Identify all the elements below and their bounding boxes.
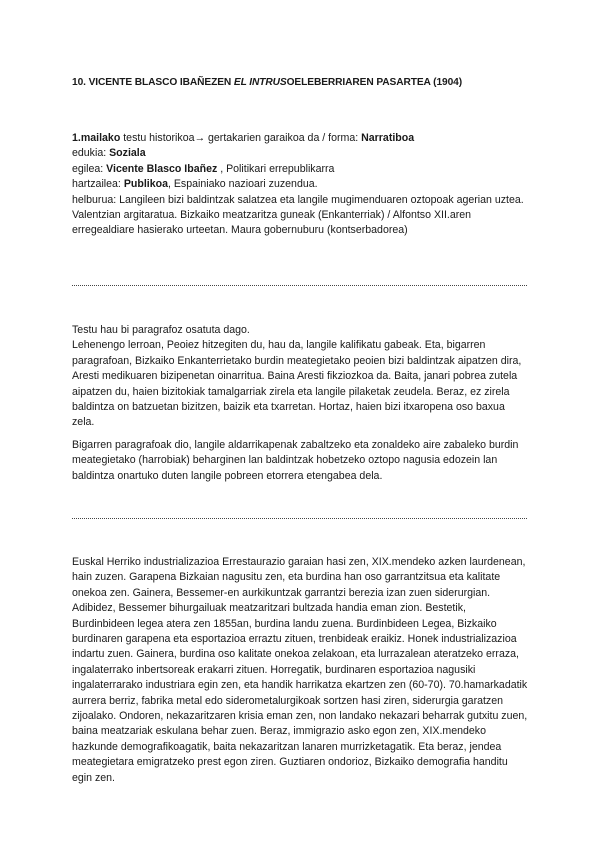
paragraph-first: Lehenengo lerroan, Peoiez hitzegiten du, hau da, langile kalifikatu gabeak. Eta, bigarren paragrafoan, Bizkaiko Enkanterrietako burdin meategietako peoien bizi baldintzak aipatzen dira, Aresti medikuaren bizipenetan oinarritua. Baina Aresti fikziozkoa da. Baita, janari pobrea zutela aipatzen du, haien bizitokiak tamalgarriak zirela eta langile pilaketak zeudela. Beraz, ez zirela baldintza on batzuetan bizitzen, baizik eta txarretan. Hortaz, haien bizi itxaropena oso baxua zela. <box>72 339 522 429</box>
title-book-name: EL INTRUS <box>233 77 287 88</box>
meta-content-label: edukia: <box>72 147 110 160</box>
separator-line-2 <box>72 518 527 519</box>
paragraph-intro: Testu hau bi paragrafoz osatuta dago. <box>72 324 250 336</box>
meta-line-purpose: helburua: Langileen bizi baldintzak salatzea eta langile mugimenduaren oztopoak agerian uztea. <box>72 193 524 206</box>
separator-line-1 <box>72 285 527 286</box>
meta-line-content <box>72 146 532 161</box>
paragraph-context: Euskal Herriko industrializazioa Errestaurazio garaian hasi zen, XIX.mendeko azken laurdenean, hain zuzen. Garapena Bizkaian nagusitu zen, eta burdina han oso garrantzitsua eta kalitate onekoa zen. Gainera, Bessemer-en aurkikuntzak garrantzi berezia izan zuen siderurgian. Adibidez, Bessemer bihurgailuak meatzaritzari bultzada handia eman zion. Bestetik, Burdinbideen legea atera zen 1855an, burdina landu zuena. Burdinbideen Legea, Bizkaiko burdinaren garapena eta esportazioa erraztu zituen, trenbideak eraikiz. Honek industrializazioa indartu zuen. Gainera, burdina oso kalitate onekoa zelakoan, eta lurrazalean ateratzeko erraza, ingalaterrako inbertsoreak erakarri zituen. Horregatik, burdinaren esportazioa nagusiki ingalaterrarako industriara egin zen, eta handik harrikatza ekartzen zen (60-70). 70.hamarkadatik aurrera berriz, fabrika metal edo siderometalurgikoak sortzen hasi ziren, siderurgia garatzen zijoalako. Ondoren, nekazaritzaren krisia eman zen, non landako nekazari beharrak gutxitu zuen, baina meatzariak eskulana behar zuen. Beraz, immigrazio asko egon zen, XIX.mendeko hazkunde demografikoagatik, baita nekazaritzan lanaren murrizketagatik. Eta beraz, jendea meategietara emigratzeko prest egon ziren. Guztiaren ondorioz, Bizkaiko demografia handitu egin zen. <box>72 556 528 784</box>
meta-content-value: Soziala <box>109 147 146 160</box>
metadata-block <box>72 131 532 239</box>
meta-recipient-label: hartzailea: <box>72 178 124 191</box>
meta-form-bold: Narratiboa <box>361 132 415 144</box>
title-part-2: OELEBERRIAREN PASARTEA (1904) <box>286 77 463 88</box>
document-title <box>72 75 542 90</box>
analysis-block <box>72 323 528 431</box>
analysis-block-2 <box>72 438 528 484</box>
meta-recipient-value: Publikoa <box>123 178 168 191</box>
context-block <box>72 555 528 786</box>
meta-recipient-rest: , Espainiako nazioari zuzendua. <box>167 178 318 191</box>
meta-line-context: Valentzian argitaratua. Bizkaiko meatzaritza guneak (Enkanterriak) / Alfontso XII.aren erregealdiare hasierako urteetan. Maura gobernuburu (kontserbadorea) <box>72 209 472 237</box>
meta-level-bold: 1.mailako <box>72 132 121 144</box>
meta-author-label: egilea: <box>72 162 107 175</box>
meta-line-author <box>72 162 532 177</box>
meta-author-rest: , Politikari errepublikarra <box>217 162 335 175</box>
meta-author-value: Vicente Blasco Ibañez <box>106 162 218 175</box>
meta-level-text: testu historikoa→ gertakarien garaikoa da / forma: <box>120 132 362 144</box>
meta-line-level <box>72 131 532 146</box>
title-part-1: 10. VICENTE BLASCO IBAÑEZEN <box>72 77 234 88</box>
paragraph-second: Bigarren paragrafoak dio, langile aldarrikapenak zabaltzeko eta zonaldeko aire zabaleko burdin meategietako (harrobiak) beharginen lan baldintzak hobetzeko oztopo nagusia edozein lan baldintza onartuko duten langile pobreen etorrera etengabea dela. <box>72 439 519 482</box>
meta-line-recipient <box>72 177 532 192</box>
